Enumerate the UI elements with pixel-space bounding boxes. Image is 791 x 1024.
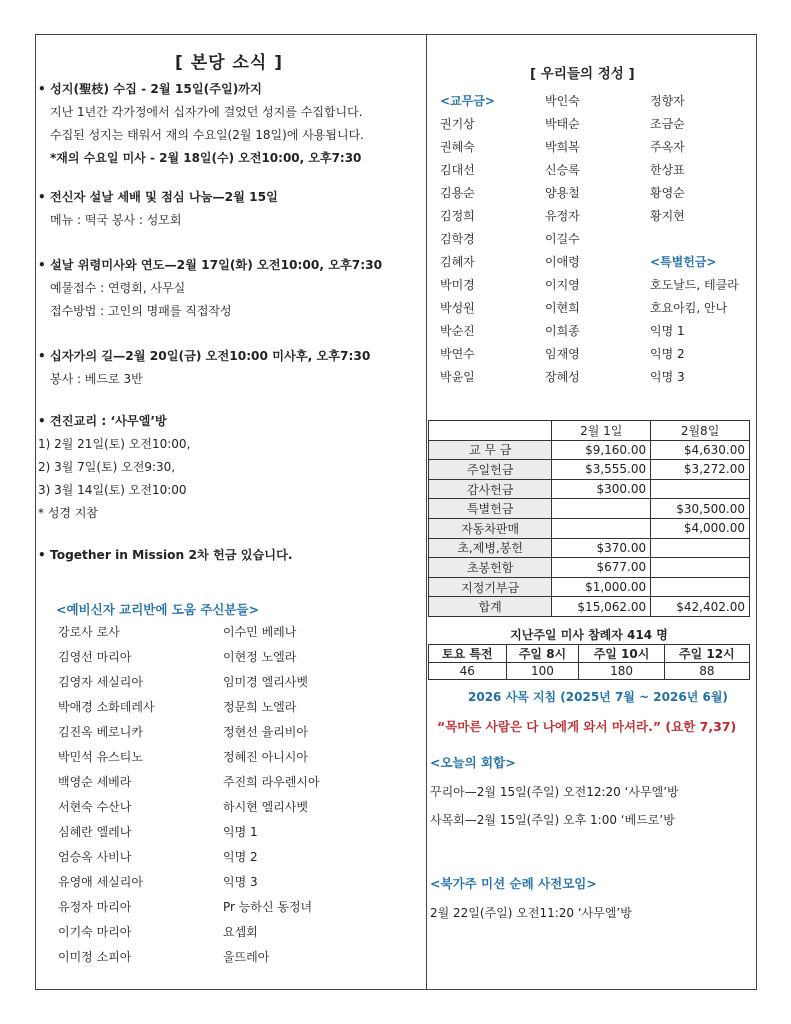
donor-name: 이희종	[545, 324, 580, 338]
helper-name: 정혜진 아니시아	[223, 750, 308, 764]
list-item	[58, 773, 418, 798]
bullet-icon: •	[38, 414, 46, 428]
table-row	[429, 499, 750, 519]
donor-name: 김용순	[440, 186, 475, 200]
attendance-table	[428, 626, 750, 680]
meeting-item: 사목회—2월 15일(주일) 오후 1:00 ‘베드로’방	[430, 813, 675, 827]
table-header-cell: 2월8일	[651, 421, 750, 441]
donor-name: 익명 1	[650, 324, 685, 338]
row-label: 초,제병,봉헌	[429, 538, 552, 558]
news-item-heading: 성지(聖枝) 수집 - 2월 15일(주일)까지	[50, 82, 262, 96]
list-item	[58, 898, 418, 923]
list-item	[58, 748, 418, 773]
amount-cell: $4,630.00	[651, 440, 750, 460]
news-item-heading: Together in Mission 2차 헌금 있습니다.	[50, 548, 293, 562]
list-item	[58, 823, 418, 848]
donor-name: 황지현	[650, 209, 685, 223]
donor-name: 박성원	[440, 301, 475, 315]
donor-name: 주옥자	[650, 140, 685, 154]
donor-name: 한상표	[650, 163, 685, 177]
list-item	[58, 798, 418, 823]
helper-name: 심혜란 엘레나	[58, 825, 132, 839]
donor-name: 호도날드, 테클라	[650, 278, 739, 292]
pilgrimage-item: 2월 22일(주일) 오전11:20 ‘사무엘’방	[430, 906, 632, 920]
helper-name: 이수민 베레나	[223, 625, 297, 639]
table-header-cell: 주일 8시	[506, 644, 579, 662]
news-item-line: 봉사 : 베드로 3반	[50, 372, 143, 386]
helper-name: 익명 1	[223, 825, 258, 839]
news-item-heading: 설날 위령미사와 연도—2월 17일(화) 오전10:00, 오후7:30	[50, 258, 383, 272]
table-row	[429, 479, 750, 499]
helper-name: 정현선 율리비아	[223, 725, 308, 739]
helper-name: 주진희 라우렌시아	[223, 775, 320, 789]
amount-cell: $42,402.00	[651, 597, 750, 617]
helper-name: 박민석 유스티노	[58, 750, 143, 764]
donor-name: 유정자	[545, 209, 580, 223]
helper-name: 박애경 소화데레사	[58, 700, 155, 714]
meeting-item: 꾸리아—2월 15일(주일) 오전12:20 ‘사무엘’방	[430, 785, 679, 799]
table-row	[429, 440, 750, 460]
helpers-title: <예비신자 교리반에 도움 주신분들>	[56, 602, 260, 617]
donor-name: 박인숙	[545, 94, 580, 108]
row-label: 합계	[429, 597, 552, 617]
helper-name: 하시현 엘리사벳	[223, 800, 308, 814]
list-item	[58, 698, 418, 723]
donor-name: 박윤일	[440, 370, 475, 384]
news-item-line: 접수방법 : 고인의 명패를 직접작성	[50, 304, 232, 318]
pilgrimage-title: <북가주 미션 순례 사전모임>	[430, 876, 597, 891]
news-item-second-collection	[38, 544, 423, 567]
donor-name: 익명 2	[650, 347, 685, 361]
amount-cell: $9,160.00	[552, 440, 651, 460]
list-item	[58, 673, 418, 698]
news-item-line: 예물접수 : 연령회, 사무실	[50, 281, 186, 295]
table-header-row	[429, 644, 750, 662]
meetings-title: <오늘의 회합>	[430, 755, 516, 770]
bullet-icon: •	[38, 82, 46, 96]
table-row	[429, 662, 750, 679]
helper-name: 김영선 마리아	[58, 650, 132, 664]
donor-name: 김대선	[440, 163, 475, 177]
donor-name: 황영순	[650, 186, 685, 200]
bullet-icon: •	[38, 349, 46, 363]
news-item-line: 2) 3월 7일(토) 오전9:30,	[38, 460, 176, 474]
row-label: 교 무 금	[429, 440, 552, 460]
donor-name: 박미경	[440, 278, 475, 292]
row-label: 초봉헌함	[429, 558, 552, 578]
table-header-cell: 주일 10시	[579, 644, 664, 662]
amount-cell: $677.00	[552, 558, 651, 578]
amount-cell: $4,000.00	[651, 518, 750, 538]
pastoral-plan: 2026 사목 지침 (2025년 7월 ~ 2026년 6월)	[468, 690, 728, 704]
scripture-verse: “목마른 사람은 다 나에게 와서 마셔라.” (요한 7,37)	[437, 719, 737, 734]
list-item	[58, 873, 418, 898]
donor-name: 이애령	[545, 255, 580, 269]
news-item-line: * 성경 지참	[38, 506, 98, 520]
helper-name: Pr 능하신 동정녀	[223, 900, 313, 914]
donor-name: 조금순	[650, 117, 685, 131]
bullet-icon: •	[38, 258, 46, 272]
amount-cell	[651, 538, 750, 558]
list-item	[58, 948, 418, 973]
news-item-heading: 견진교리 : ‘사무엘’방	[50, 414, 167, 428]
row-label: 지정기부금	[429, 577, 552, 597]
helper-name: 서현숙 수산나	[58, 800, 132, 814]
helper-name: 강로사 로사	[58, 625, 120, 639]
helper-name: 이기숙 마리아	[58, 925, 132, 939]
table-row	[429, 577, 750, 597]
table-row	[429, 538, 750, 558]
donor-name: 익명 3	[650, 370, 685, 384]
amount-cell	[651, 558, 750, 578]
donor-name: 김정희	[440, 209, 475, 223]
amount-cell	[552, 499, 651, 519]
list-item	[58, 623, 418, 648]
bullet-icon: •	[38, 548, 46, 562]
amount-cell: $30,500.00	[651, 499, 750, 519]
helper-name: 익명 2	[223, 850, 258, 864]
helper-name: 요셉회	[223, 925, 258, 939]
parish-news-title: [ 본당 소식 ]	[175, 53, 283, 73]
donor-name: 박연수	[440, 347, 475, 361]
donor-name: 김학경	[440, 232, 475, 246]
table-header-cell: 2월 1일	[552, 421, 651, 441]
list-item	[58, 923, 418, 948]
helper-name: 백영순 세베라	[58, 775, 132, 789]
attendance-count: 100	[506, 662, 579, 679]
donor-name: 김혜자	[440, 255, 475, 269]
table-header-cell: 토요 특전	[429, 644, 507, 662]
donor-name: 박희복	[545, 140, 580, 154]
table-row	[429, 460, 750, 480]
row-label: 특별헌금	[429, 499, 552, 519]
list-item	[58, 848, 418, 873]
table-header-row	[429, 421, 750, 441]
row-label: 주일헌금	[429, 460, 552, 480]
row-label: 감사헌금	[429, 479, 552, 499]
amount-cell	[651, 577, 750, 597]
list-item	[58, 648, 418, 673]
donor-name: 양용철	[545, 186, 580, 200]
attendance-count: 46	[429, 662, 507, 679]
table-row	[429, 558, 750, 578]
news-item-confirmation-class	[38, 410, 423, 525]
news-item-line: 3) 3월 14일(토) 오전10:00	[38, 483, 187, 497]
table-total-row	[429, 597, 750, 617]
donor-name: 박순진	[440, 324, 475, 338]
helper-name: 유영애 세실리아	[58, 875, 143, 889]
donor-name: 이길수	[545, 232, 580, 246]
helper-name: 유정자 마리아	[58, 900, 132, 914]
table-header-cell: 주일 12시	[664, 644, 749, 662]
news-item-memorial-mass	[38, 254, 423, 323]
attendance-title: 지난주일 미사 참례자 414 명	[429, 626, 750, 644]
news-item-palm-collection	[38, 78, 423, 170]
donor-name: 신승록	[545, 163, 580, 177]
amount-cell: $15,062.00	[552, 597, 651, 617]
helper-name: 엄승옥 사비나	[58, 850, 132, 864]
news-item-line: 메뉴 : 떡국 봉사 : 성모회	[50, 213, 182, 227]
donor-name: 권혜숙	[440, 140, 475, 154]
donor-name: 호요아킴, 안나	[650, 301, 728, 315]
news-item-line: *재의 수요일 미사 - 2월 18일(수) 오전10:00, 오후7:30	[50, 151, 362, 165]
news-item-new-year-greeting	[38, 186, 423, 232]
news-item-line: 1) 2월 21일(토) 오전10:00,	[38, 437, 191, 451]
helper-name: 김진옥 베로니카	[58, 725, 143, 739]
offering-table	[428, 420, 750, 617]
amount-cell: $370.00	[552, 538, 651, 558]
news-item-heading: 전신자 설날 세배 및 점심 나눔—2월 15일	[50, 190, 278, 204]
amount-cell	[552, 518, 651, 538]
helper-name: 익명 3	[223, 875, 258, 889]
attendance-count: 180	[579, 662, 664, 679]
donor-name: 장혜성	[545, 370, 580, 384]
donor-name: 권기상	[440, 117, 475, 131]
amount-cell: $3,272.00	[651, 460, 750, 480]
helper-name: 정문희 노엘라	[223, 700, 297, 714]
table-row	[429, 518, 750, 538]
table-header-cell	[429, 421, 552, 441]
helper-name: 임미경 엘리사벳	[223, 675, 308, 689]
donor-name: 정향자	[650, 94, 685, 108]
news-item-line: 수집된 성지는 태워서 재의 수요일(2월 18일)에 사용됩니다.	[50, 128, 364, 142]
donor-name: 임재영	[545, 347, 580, 361]
helper-name: 이현정 노엘라	[223, 650, 297, 664]
donor-category-heading: <교무금>	[440, 94, 495, 108]
bullet-icon: •	[38, 190, 46, 204]
helper-name: 이미정 소피아	[58, 950, 132, 964]
news-item-heading: 십자가의 길—2월 20일(금) 오전10:00 미사후, 오후7:30	[50, 349, 371, 363]
amount-cell: $3,555.00	[552, 460, 651, 480]
attendance-count: 88	[664, 662, 749, 679]
offerings-title: [ 우리들의 정성 ]	[530, 66, 635, 82]
list-item	[58, 723, 418, 748]
news-item-stations-of-cross	[38, 345, 423, 391]
helper-name: 김영자 세실리아	[58, 675, 143, 689]
helper-name: 울뜨레아	[223, 950, 270, 964]
donor-name: 이현희	[545, 301, 580, 315]
amount-cell: $1,000.00	[552, 577, 651, 597]
column-divider	[426, 34, 427, 990]
row-label: 자동차판매	[429, 518, 552, 538]
news-item-line: 지난 1년간 각가정에서 십자가에 걸었던 성지를 수집합니다.	[50, 105, 363, 119]
donor-name: 박태순	[545, 117, 580, 131]
donor-category-heading: <특별헌금>	[650, 255, 717, 269]
amount-cell	[651, 479, 750, 499]
donor-name: 이지영	[545, 278, 580, 292]
amount-cell: $300.00	[552, 479, 651, 499]
